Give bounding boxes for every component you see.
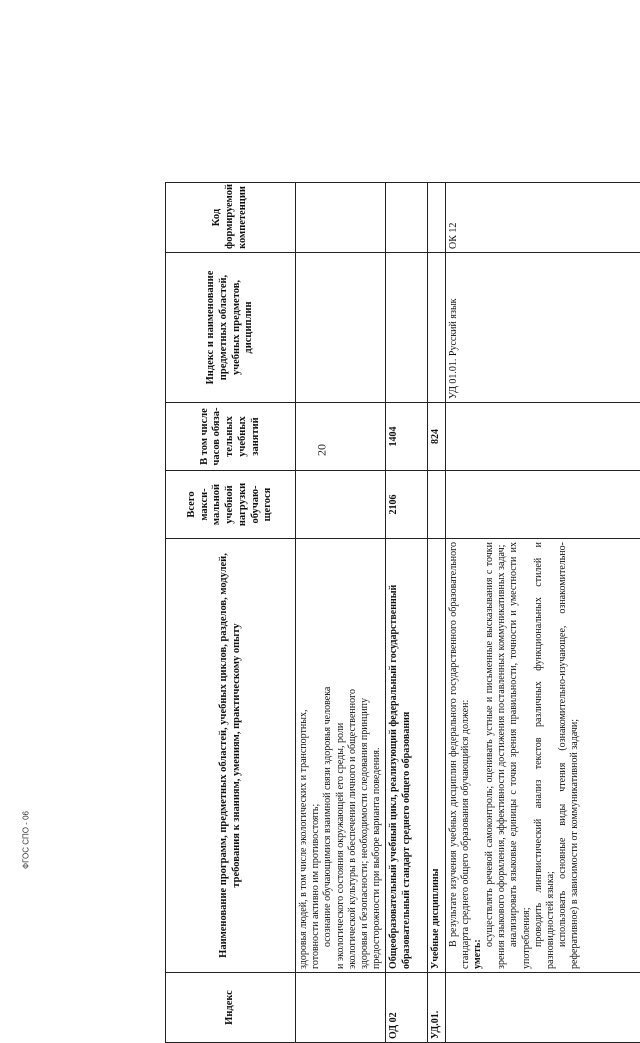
continuation-line: здоровья и безопасности; необходимости следования принципу [358, 697, 370, 969]
detail-item: проводить лингвистический анализ текстов различных функциональных стилей и разновидностей языка; [532, 542, 556, 969]
cell-detail-text [445, 539, 640, 973]
cell-ud-mandatory: 824 [428, 403, 445, 471]
header-name: Наименование программ, предметных областей, учебных циклов, разделов, модулей, требования к знаниям, умениям, практическому опыту [166, 539, 296, 973]
cell-od02-name: Общеобразовательный учебный цикл, реализующий федеральный государственный образовательный стандарт среднего общего образования [386, 539, 428, 973]
header-total-hours: Всего макси-мальной учебной нагрузки обучаю-щегося [166, 471, 296, 539]
header-index: Индекс [166, 973, 296, 1043]
table-row-continuation [296, 183, 386, 1043]
continuation-line: предосторожности при выборе варианта поведения. [371, 747, 383, 969]
detail-item: осуществлять речевой самоконтроль; оценивать устные и письменные высказывания с точки зрения языкового оформления, эффективности достижения поставленных коммуникативных задач; [484, 542, 508, 969]
cell-index-empty [296, 973, 386, 1043]
cell-ud-index: УД.01. [428, 973, 445, 1043]
header-competence-code: Код формируемой компетенции [166, 183, 296, 253]
table-row-od02 [386, 183, 428, 1043]
cell-continuation-text [296, 539, 386, 973]
continuation-line: экологической культуры в обеспечении личного и общественного [346, 689, 358, 969]
header-mandatory-hours: В том числе часов обяза-тельных учебных занятий [166, 403, 296, 471]
cell-detail-subject: УД 01.01. Русский язык [445, 253, 640, 403]
cell-od02-index: ОД 02 [386, 973, 428, 1043]
detail-item: использовать основные виды чтения (ознакомительно-изучающее, ознакомительно-реферативное) в зависимости от коммуникативной задачи; [557, 542, 581, 969]
continuation-line: осознание обучающимися взаимной связи здоровья человека [322, 686, 334, 947]
page-number: 20 [314, 444, 329, 456]
table-row-detail [445, 183, 640, 1043]
cell-ud-name: Учебные дисциплины [428, 539, 445, 973]
detail-umet: уметь: [471, 939, 483, 969]
table-row-ud [428, 183, 445, 1043]
detail-intro: В результате изучения учебных дисциплин федерального государственного образовательного стандарта среднего общего образования обучающийся должен: [447, 542, 471, 969]
continuation-line: готовности активно им противостоять; [310, 803, 322, 969]
curriculum-table [165, 182, 640, 1043]
footer-label: ФГОС СПО - 06 [21, 811, 31, 869]
continuation-line: и экологического состояния окружающей его среды, роли [334, 722, 346, 969]
rotated-table-wrapper [165, 183, 640, 1043]
header-subject-index: Индекс и наименование предметных областей, учебных предметов, дисциплин [166, 253, 296, 403]
cell-detail-competence: ОК 12 [445, 183, 640, 253]
continuation-line: здоровья людей, в том числе экологических и транспортных, [298, 709, 309, 969]
detail-item: анализировать языковые единицы с точки зрения правильности, точности и уместности их употребления; [508, 542, 532, 969]
header-row [166, 183, 296, 1043]
cell-od02-mandatory: 1404 [386, 403, 428, 471]
cell-od02-total: 2106 [386, 471, 428, 539]
